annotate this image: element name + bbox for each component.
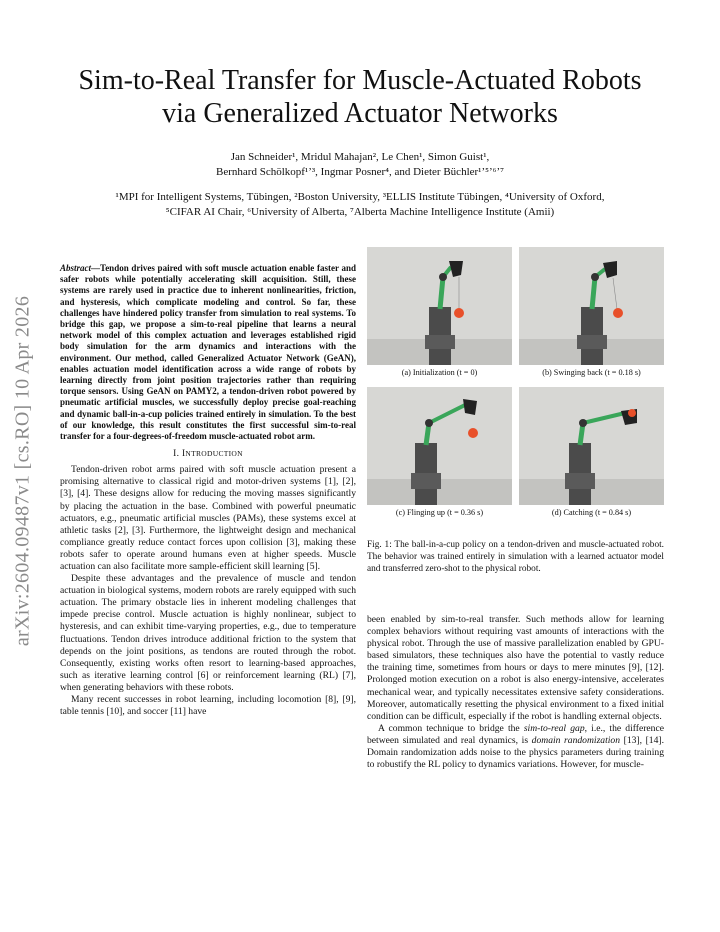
subcaption-b: (b) Swinging back (t = 0.18 s) [542,368,641,377]
figure-caption: Fig. 1: The ball-in-a-cup policy on a tendon-driven and muscle-actuated robot. The behavior was trained entirely in simulation with a learned actuator model and transferred zero-shot to the physical robot. [367,540,664,574]
intro-paragraph-3: Many recent successes in robot learning, including locomotion [8], [9], table tennis [10], and soccer [11] have [60,694,356,718]
term-domain-randomization: domain randomization [531,734,621,746]
author-list [40,150,680,180]
affiliations-line-2: ⁵CIFAR AI Chair, ⁶University of Alberta, ⁷Alberta Machine Intelligence Institute (Amii) [165,206,555,218]
figure-1 [367,247,664,575]
subfigure-c [367,387,512,517]
robot-photo-flinging-up [367,387,512,505]
figure-grid [367,247,664,533]
robot-photo-initialization [367,247,512,365]
subcaption-a: (a) Initialization (t = 0) [401,368,478,377]
arxiv-identifier: arXiv:2604.09487v1 [cs.RO] 10 Apr 2026 [11,295,34,647]
ball-icon [454,308,464,318]
abstract-label: Abstract [60,263,92,273]
right-paragraph-1: been enabled by sim-to-real transfer. Such methods allow for learning complex behaviors without requiring vast amounts of interactions with the physical robot. Through the use of massive parallelization enabled by GPU-based simulators, these techniques also have the potential to vastly reduce the training time, sometimes from hours or days to mere minutes [9], [12]. Prolonged motion execution on a robot is also energy-intensive, accelerates mechanical wear, and typically necessitates extensive safety considerations. Moreover, automatically resetting the physical environment to a fixed initial condition can be difficult, especially if the robot is handling external objects. [367,614,664,722]
term-sim-to-real-gap: sim-to-real gap [523,722,585,734]
intro-paragraph-2: Despite these advantages and the prevalence of muscle and tendon actuation in biological systems, modern robots are rarely equipped with such actuation. The primary obstacle lies in inherent modeling challenges that impede precise control. Muscle actuation is highly nonlinear, subject to hysteresis, and can exhibit time-varying properties, e.g., due to temperature fluctuations. Tendon drives introduce additional friction to the system that depends on the joint positions, as tendons are routed through the robot. Consequently, existing works often resort to learning-based approaches, such as iterative learning control [6] or reinforcement learning (RL) [7], when generating behaviors with these robots. [60,573,356,693]
robot-photo-catching [519,387,664,505]
title-line-2: via Generalized Actuator Networks [162,98,558,129]
subfigure-b [519,247,664,377]
affiliations [40,190,680,220]
authors-line-1: Jan Schneider¹, Mridul Mahajan², Le Chen¹, Simon Guist¹, [230,151,490,163]
intro-paragraph-1: Tendon-driven robot arms paired with soft muscle actuation present a promising alternative to classical rigid and motor-driven systems [1], [2], [3], [4]. These designs allow for reducing the moving masses significantly by placing the actuation in the base. Combined with powerful pneumatic actuators, e.g., pneumatic artificial muscles (PAMs), these systems excel at athletic tasks [2], [3]. Furthermore, the lightweight design and mechanical compliance greatly reduce contact forces upon collision [3], making these robots safer to operate around humans even at higher speeds. Muscle actuation can also facilitate more sample-efficient skill learning [5]. [60,464,356,572]
affiliations-line-1: ¹MPI for Intelligent Systems, Tübingen, ²Boston University, ³ELLIS Institute Tübingen, ⁴University of Oxford, [115,191,605,203]
subcaption-d: (d) Catching (t = 0.84 s) [551,508,632,517]
introduction-text [60,464,356,718]
paper-title [40,64,680,130]
authors-line-2: Bernhard Schölkopf¹ʼ³, Ingmar Posner⁴, and Dieter Büchler¹ʼ⁵ʼ⁶ʼ⁷ [216,166,504,178]
subfigure-d [519,387,664,517]
section-heading-introduction: I. INTRODUCTION [173,449,243,460]
abstract [60,263,356,442]
subcaption-c: (c) Flinging up (t = 0.36 s) [395,508,484,517]
title-line-1: Sim-to-Real Transfer for Muscle-Actuated Robots [78,65,642,96]
subfigure-a [367,247,512,377]
right-paragraph-2: A common technique to bridge the sim-to-real gap, i.e., the difference between simulated and real dynamics, is domain randomization [13], [14]. Domain randomization adds noise to the physics parameters during training to robustify the RL policy to dynamics variations. However, for muscle- [367,722,664,771]
left-column [60,263,356,718]
right-column-text [367,614,664,771]
abstract-text: —Tendon drives paired with soft muscle actuation enable faster and safer robots while potentially accelerating skill acquisition. Still, these systems are rarely used in practice due to inherent nonlinearities, friction, and hysteresis, which complicate modeling and control. So far, these challenges have hindered policy transfer from simulation to real systems. To bridge this gap, we propose a sim-to-real pipeline that learns a neural network model of this complex actuation and leverages established rigid body simulation for the arm dynamics and interactions with the environment. Our method, called Generalized Actuator Network (GeAN), enables actuation model identification across a wide range of robots by learning directly from joint position trajectories rather than requiring torque sensors. Using GeAN on PAMY2, a tendon-driven robot powered by pneumatic artificial muscles, we successfully deploy precise goal-reaching and dynamic ball-in-a-cup policies trained entirely in simulation. To the best of our knowledge, this result constitutes the first successful sim-to-real transfer for a four-degrees-of-freedom muscle-actuated robot arm. [60,263,356,442]
robot-photo-swinging-back [519,247,664,365]
